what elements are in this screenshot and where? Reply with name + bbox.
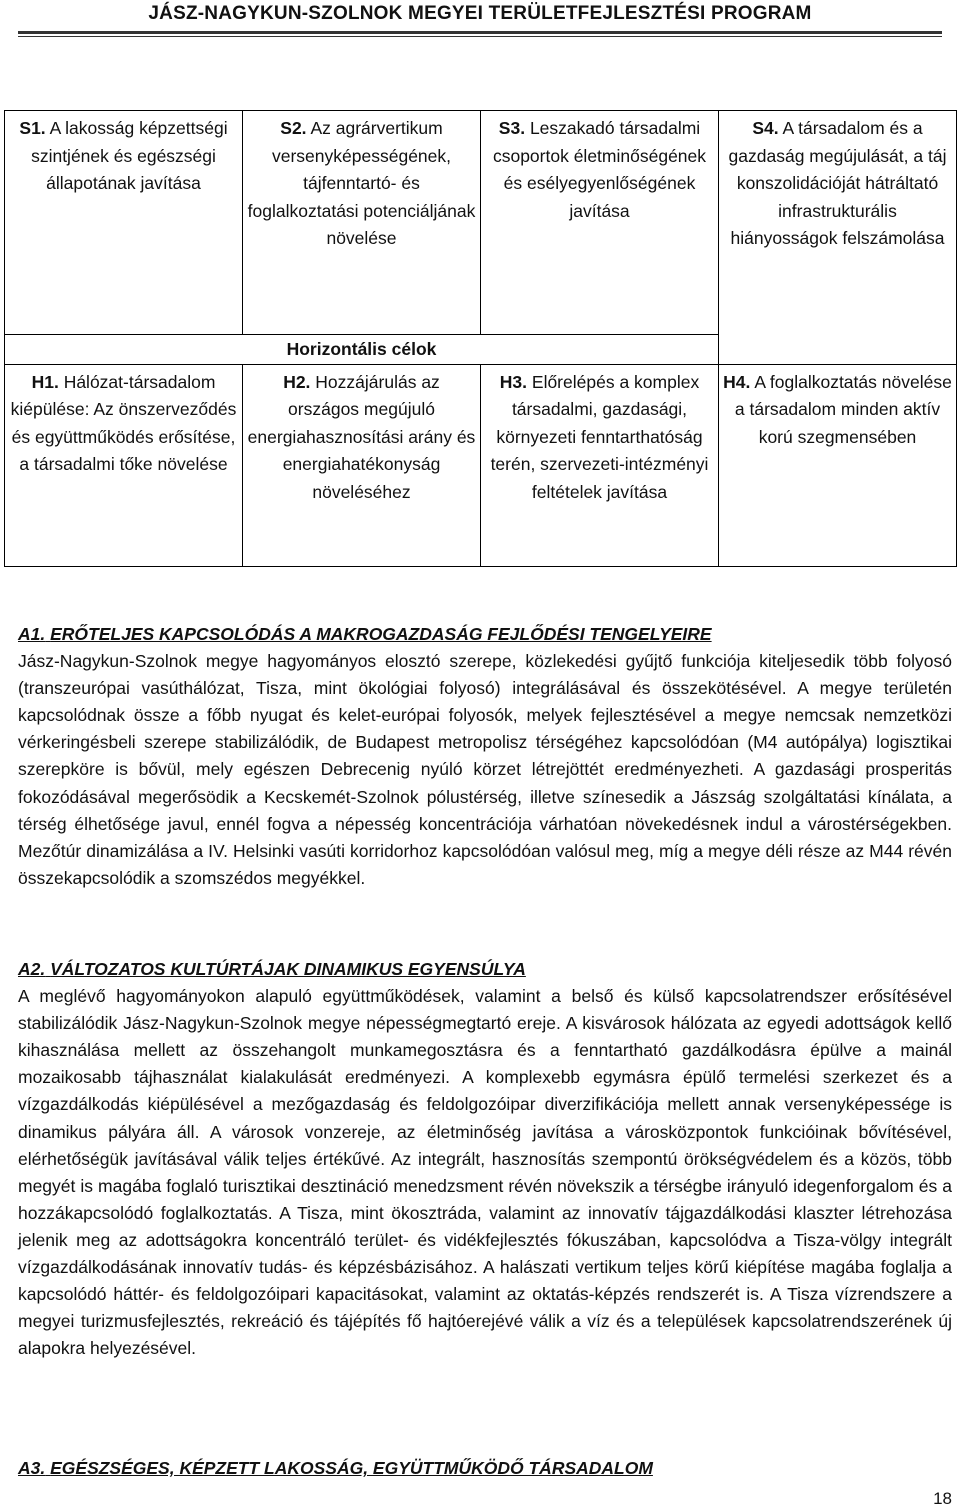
horizontal-goal-h3: H3. Előrelépés a komplex társadalmi, gazdasági, környezeti fenntarthatóság terén, szervezeti-intézményi feltételek javítása — [481, 364, 719, 566]
horizontal-goal-h4: H4. A foglalkoztatás növelése a társadalom minden aktív korú szegmensében — [719, 364, 957, 566]
section-a2-title: A2. VÁLTOZATOS KULTÚRTÁJAK DINAMIKUS EGYENSÚLYA — [18, 959, 526, 979]
goals-table — [4, 110, 957, 567]
section-a1-title: A1. ERŐTELJES KAPCSOLÓDÁS A MAKROGAZDASÁG FEJLŐDÉSI TENGELYEIRE — [18, 624, 712, 644]
page-number: 18 — [933, 1489, 952, 1508]
section-a1 — [18, 621, 952, 892]
section-a2 — [18, 956, 952, 1362]
horizontal-goal-h2: H2. Hozzájárulás az országos megújuló energiahasznosítási arány és energiahatékonyság növeléséhez — [243, 364, 481, 566]
horizontal-goal-h1: H1. Hálózat-társadalom kiépülése: Az önszerveződés és együttműködés erősítése, a társadalmi tőke növelése — [5, 364, 243, 566]
section-a3-title: A3. EGÉSZSÉGES, KÉPZETT LAKOSSÁG, EGYÜTTMŰKÖDŐ TÁRSADALOM — [18, 1458, 653, 1478]
specific-goal-s4: S4. A társadalom és a gazdaság megújulását, a táj konszolidációját hátráltató infrastrukturális hiányosságok felszámolása — [719, 111, 957, 365]
header-rule — [18, 31, 942, 34]
specific-goal-s2: S2. Az agrárvertikum versenyképességének, tájfenntartó- és foglalkoztatási potenciáljának növelése — [243, 111, 481, 335]
specific-goal-s3: S3. Leszakadó társadalmi csoportok életminőségének és esélyegyenlőségének javítása — [481, 111, 719, 335]
section-a3 — [18, 1455, 952, 1482]
section-a2-body: A meglévő hagyományokon alapuló együttműködések, valamint a belső és külső kapcsolatrendszer erősítésével stabilizálódik Jász-Nagykun-Szolnok megye népességmegtartó ereje. A kisvárosok hálózata az egyedi adottságok kellő kihasználása mellett az összehangolt munkamegosztásra és a fenntartható gazdálkodásra épülve a mainál mozaikosabb tájhasználat kialakulását eredményezi. A komplexebb egymásra épülő termelési szerkezet és a vízgazdálkodás kiépülésével a mezőgazdaság és feldolgozóipar diverzifikációja mellett annak versenyképessége is dinamikus pályára áll. A városok vonzereje, az életminőség javítása a városközpontok funkcióinak bővítésével, elérhetőségük javításával válik teljes értékűvé. Az integrált, hasznosítás szempontú örökségvédelem és a közös, több megyét is magába foglaló turisztikai desztináció menedzsment révén növekszik a térségbe irányuló idegenforgalom és a hozzákapcsolódó foglalkoztatás. A Tisza, mint ökosztráda, valamint az innovatív tájgazdálkodási klaszter létrehozása jelenik meg az adottságokra koncentráló terület- és vidékfejlesztés fókuszában, kapcsolódva a Tisza-völgy integrált vízgazdálkodásának innovatív tudás- és képzésbázisához. A halászati vertikum teljes körű kiépítése magába foglalja a kapcsolódó háttér- és feldolgozóipari kapacitásokat, valamint az oktatás-képzés rendszerét is. A Tisza vízrendszere a megyei turizmusfejlesztés, rekreáció és tájépítés fő hajtóerejévé válik a víz és a települések kapcsolatrendszerének új alapokra helyezésével. — [18, 986, 952, 1359]
section-a1-body: Jász-Nagykun-Szolnok megye hagyományos elosztó szerepe, közlekedési gyűjtő funkciója kiteljesedik több folyosó (transzeurópai vasúthálózat, Tisza, mint ökológiai folyosó) integrálásával és összekötésével. A megye területén kapcsolódnak össze a főbb nyugat és kelet-európai folyosók, melyek fejlesztésével a megye nemcsak nemzetközi vérkeringésbeli szerepe stabilizálódik, de Budapest metropolisz térségéhez kapcsolódóan (M4 autópálya) logisztikai szerepköre is bővül, mely egészen Debrecenig nyúló körzet létrejöttét eredményezheti. A gazdasági prosperitás fokozódásával megerősödik a Kecskemét-Szolnok pólustérség, illetve színesedik a Jászság szolgáltatási kínálata, a térség élhetősége javul, ennél fogva a népesség koncentrációja várhatóan növekedésnek indul a várostérségekben. Mezőtúr dinamizálása a IV. Helsinki vasúti korridorhoz kapcsolódóan valósul meg, míg a megye déli része az M44 révén összekapcsolódik a szomszédos megyékkel. — [18, 651, 952, 888]
horizontal-goals-label: Horizontális célok — [5, 335, 719, 364]
header-rule-thin — [18, 36, 942, 37]
page-header: JÁSZ-NAGYKUN-SZOLNOK MEGYEI TERÜLETFEJLESZTÉSI PROGRAM — [148, 3, 812, 24]
specific-goal-s1: S1. A lakosság képzettségi szintjének és egészségi állapotának javítása — [5, 111, 243, 335]
